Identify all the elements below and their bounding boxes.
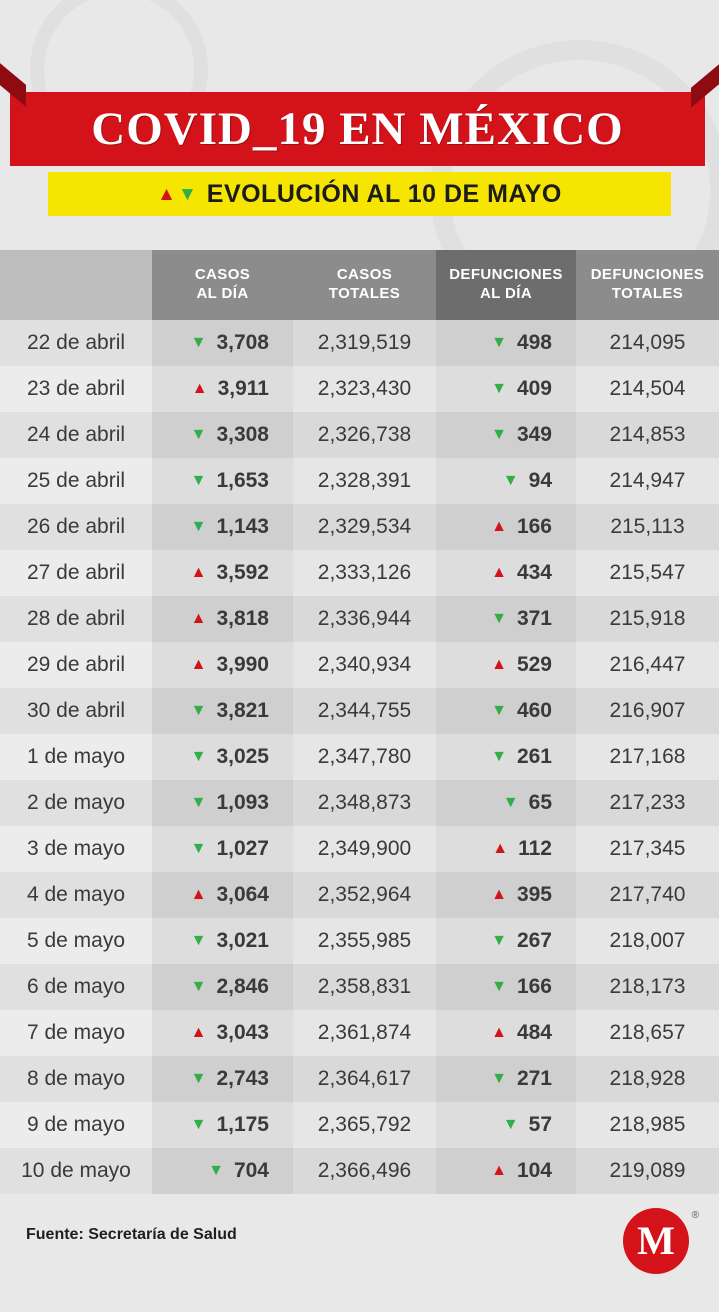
arrow-down-icon: ▼ (190, 747, 207, 765)
cell-deaths-day-value: 267 (516, 928, 552, 952)
cell-cases-day (152, 458, 293, 504)
arrow-down-icon: ▼ (208, 1161, 224, 1179)
cell-deaths-day (436, 642, 576, 688)
cell-cases-day (152, 734, 293, 780)
cell-deaths-day-content (436, 331, 576, 355)
cell-deaths-day-content (436, 883, 576, 907)
cell-date: 3 de mayo (0, 826, 152, 872)
column-header-line2: AL DÍA (196, 284, 249, 302)
cell-date: 5 de mayo (0, 918, 152, 964)
arrow-down-icon: ▼ (190, 517, 207, 535)
table-row (0, 872, 719, 918)
cell-cases-day-value: 2,846 (216, 974, 269, 998)
cell-cases-total: 2,365,792 (293, 1102, 436, 1148)
cell-deaths-day-value: 166 (516, 974, 552, 998)
cell-deaths-day-value: 498 (516, 330, 552, 354)
cell-date: 27 de abril (0, 550, 152, 596)
cell-deaths-day-content (436, 791, 576, 815)
cell-date: 26 de abril (0, 504, 152, 550)
arrow-down-icon: ▼ (190, 931, 207, 949)
cell-cases-total: 2,361,874 (293, 1010, 436, 1056)
cell-cases-day-content (152, 561, 293, 585)
cell-cases-total: 2,348,873 (293, 780, 436, 826)
cell-deaths-day (436, 688, 576, 734)
cell-date: 2 de mayo (0, 780, 152, 826)
cell-cases-day-content (152, 1159, 293, 1183)
cell-deaths-day (436, 826, 576, 872)
cell-deaths-total: 214,947 (576, 458, 719, 504)
cell-cases-day (152, 918, 293, 964)
cell-deaths-day-value: 434 (516, 560, 552, 584)
header (0, 0, 719, 216)
arrow-up-icon: ▲ (190, 609, 207, 627)
cell-cases-total: 2,319,519 (293, 320, 436, 366)
table-row (0, 1010, 719, 1056)
cell-deaths-day-content (436, 423, 576, 447)
arrow-up-icon: ▲ (190, 1023, 207, 1041)
cell-cases-day-content (152, 1021, 293, 1045)
cell-deaths-day (436, 918, 576, 964)
cell-deaths-total: 217,168 (576, 734, 719, 780)
cell-deaths-day-value: 94 (528, 468, 552, 492)
cell-cases-total: 2,326,738 (293, 412, 436, 458)
cell-cases-day-value: 2,743 (216, 1066, 269, 1090)
cell-deaths-day-value: 349 (516, 422, 552, 446)
cell-deaths-day-content (436, 837, 576, 861)
cell-deaths-day-content (436, 607, 576, 631)
cell-cases-total: 2,333,126 (293, 550, 436, 596)
cell-cases-day-value: 3,043 (216, 1020, 269, 1044)
cell-cases-day (152, 1010, 293, 1056)
cell-cases-day-content (152, 791, 293, 815)
title-banner (10, 92, 705, 166)
cell-deaths-total: 214,504 (576, 366, 719, 412)
covid-data-table (0, 250, 719, 1194)
arrow-down-icon: ▼ (177, 183, 197, 205)
arrow-up-icon: ▲ (491, 517, 507, 535)
cell-cases-day (152, 504, 293, 550)
cell-deaths-day-value: 112 (518, 836, 552, 860)
cell-cases-day-value: 1,027 (216, 836, 269, 860)
cell-cases-day-value: 3,990 (216, 652, 269, 676)
cell-cases-day-content (152, 1113, 293, 1137)
arrow-down-icon: ▼ (491, 747, 507, 765)
arrow-down-icon: ▼ (491, 609, 507, 627)
arrow-up-icon: ▲ (190, 885, 207, 903)
arrow-up-icon: ▲ (491, 1023, 507, 1041)
cell-date: 9 de mayo (0, 1102, 152, 1148)
arrow-up-icon: ▲ (491, 885, 507, 903)
cell-cases-day-value: 3,021 (216, 928, 269, 952)
cell-deaths-day (436, 458, 576, 504)
arrow-down-icon: ▼ (502, 471, 519, 489)
cell-date: 25 de abril (0, 458, 152, 504)
cell-deaths-day-value: 166 (516, 514, 552, 538)
cell-cases-day-value: 3,911 (217, 376, 269, 400)
cell-deaths-day-content (436, 1159, 576, 1183)
cell-deaths-day-content (436, 975, 576, 999)
column-header-deaths-day (436, 250, 576, 320)
cell-deaths-day-content (436, 929, 576, 953)
cell-deaths-day-content (436, 1067, 576, 1091)
cell-deaths-day-value: 261 (516, 744, 552, 768)
cell-cases-day (152, 872, 293, 918)
cell-date: 30 de abril (0, 688, 152, 734)
cell-cases-day-content (152, 745, 293, 769)
cell-cases-day (152, 412, 293, 458)
cell-deaths-day (436, 412, 576, 458)
cell-deaths-day (436, 504, 576, 550)
cell-cases-day-content (152, 423, 293, 447)
cell-cases-day (152, 688, 293, 734)
arrow-down-icon: ▼ (502, 793, 519, 811)
cell-deaths-day-content (436, 515, 576, 539)
trend-arrows-icon (157, 185, 197, 204)
cell-deaths-total: 217,345 (576, 826, 719, 872)
cell-deaths-total: 216,907 (576, 688, 719, 734)
arrow-down-icon: ▼ (190, 839, 207, 857)
cell-deaths-day (436, 964, 576, 1010)
cell-deaths-day (436, 734, 576, 780)
table-body (0, 320, 719, 1194)
column-header-cases-total (293, 250, 436, 320)
cell-deaths-total: 217,233 (576, 780, 719, 826)
table-row (0, 918, 719, 964)
cell-cases-total: 2,349,900 (293, 826, 436, 872)
cell-deaths-total: 218,173 (576, 964, 719, 1010)
cell-deaths-day (436, 780, 576, 826)
cell-cases-day-content (152, 837, 293, 861)
cell-cases-day-value: 3,818 (216, 606, 269, 630)
arrow-down-icon: ▼ (190, 425, 207, 443)
cell-deaths-day (436, 320, 576, 366)
cell-cases-total: 2,358,831 (293, 964, 436, 1010)
column-header-line2: AL DÍA (479, 284, 533, 302)
cell-deaths-day-value: 460 (516, 698, 552, 722)
registered-mark: ® (691, 1209, 699, 1221)
cell-deaths-day-content (436, 653, 576, 677)
cell-cases-total: 2,352,964 (293, 872, 436, 918)
cell-deaths-total: 214,095 (576, 320, 719, 366)
cell-cases-total: 2,336,944 (293, 596, 436, 642)
cell-deaths-day (436, 596, 576, 642)
cell-date: 10 de mayo (0, 1148, 152, 1194)
table-row (0, 688, 719, 734)
cell-cases-day-value: 1,653 (216, 468, 269, 492)
page-title: COVID_19 EN MÉXICO (91, 103, 624, 155)
cell-deaths-day-content (436, 699, 576, 723)
arrow-down-icon: ▼ (190, 701, 207, 719)
cell-cases-day-value: 3,308 (216, 422, 269, 446)
cell-cases-day-value: 3,592 (216, 560, 269, 584)
arrow-down-icon: ▼ (491, 425, 507, 443)
arrow-up-icon: ▲ (191, 379, 208, 397)
cell-deaths-day-content (436, 561, 576, 585)
arrow-down-icon: ▼ (190, 471, 207, 489)
milenio-logo (623, 1208, 689, 1274)
arrow-up-icon: ▲ (491, 563, 507, 581)
cell-deaths-day-value: 57 (528, 1112, 552, 1136)
column-header-deaths-total (576, 250, 719, 320)
table-row (0, 320, 719, 366)
table-row (0, 458, 719, 504)
arrow-up-icon: ▲ (492, 839, 509, 857)
cell-date: 28 de abril (0, 596, 152, 642)
cell-deaths-day-value: 395 (516, 882, 552, 906)
cell-deaths-day (436, 1056, 576, 1102)
table-row (0, 366, 719, 412)
column-header-line1: CASOS (336, 266, 393, 283)
arrow-down-icon: ▼ (491, 931, 507, 949)
cell-deaths-day-content (436, 1113, 576, 1137)
table-row (0, 734, 719, 780)
arrow-down-icon: ▼ (491, 1069, 507, 1087)
table-row (0, 412, 719, 458)
cell-deaths-day (436, 1148, 576, 1194)
cell-deaths-total: 218,928 (576, 1056, 719, 1102)
cell-cases-day-value: 3,821 (216, 698, 269, 722)
cell-date: 22 de abril (0, 320, 152, 366)
cell-cases-day-content (152, 1067, 293, 1091)
cell-cases-total: 2,366,496 (293, 1148, 436, 1194)
page-subtitle: EVOLUCIÓN AL 10 DE MAYO (206, 179, 562, 208)
cell-cases-total: 2,340,934 (293, 642, 436, 688)
cell-deaths-day-content (436, 1021, 576, 1045)
column-header-line1: DEFUNCIONES (590, 266, 705, 283)
arrow-up-icon: ▲ (190, 655, 207, 673)
table-row (0, 504, 719, 550)
table-row (0, 1056, 719, 1102)
cell-cases-day-content (152, 607, 293, 631)
cell-deaths-day (436, 1102, 576, 1148)
arrow-down-icon: ▼ (190, 1069, 207, 1087)
arrow-down-icon: ▼ (190, 793, 207, 811)
source-label: Fuente: Secretaría de Salud (26, 1225, 237, 1243)
cell-cases-day (152, 596, 293, 642)
cell-cases-day-content (152, 653, 293, 677)
cell-cases-day-value: 1,175 (216, 1112, 269, 1136)
cell-cases-day-value: 1,143 (216, 514, 269, 538)
table-row (0, 642, 719, 688)
logo-letter: M (637, 1218, 675, 1263)
subtitle-banner (48, 172, 671, 216)
table-header (0, 250, 719, 320)
cell-cases-day-content (152, 377, 293, 401)
cell-date: 29 de abril (0, 642, 152, 688)
cell-cases-day (152, 826, 293, 872)
table-row (0, 550, 719, 596)
cell-deaths-day (436, 550, 576, 596)
cell-cases-total: 2,355,985 (293, 918, 436, 964)
cell-deaths-total: 215,918 (576, 596, 719, 642)
arrow-down-icon: ▼ (190, 333, 207, 351)
arrow-up-icon: ▲ (491, 1161, 507, 1179)
cell-date: 1 de mayo (0, 734, 152, 780)
cell-cases-day (152, 642, 293, 688)
arrow-down-icon: ▼ (502, 1115, 519, 1133)
cell-deaths-day (436, 872, 576, 918)
cell-deaths-total: 216,447 (576, 642, 719, 688)
cell-deaths-day-content (436, 377, 576, 401)
table-row (0, 1148, 719, 1194)
cell-deaths-total: 218,985 (576, 1102, 719, 1148)
column-header-line2: TOTALES (611, 284, 684, 302)
column-header-line1: CASOS (194, 266, 251, 283)
cell-cases-day-content (152, 883, 293, 907)
cell-cases-day (152, 1056, 293, 1102)
cell-date: 7 de mayo (0, 1010, 152, 1056)
arrow-down-icon: ▼ (491, 701, 507, 719)
cell-cases-total: 2,328,391 (293, 458, 436, 504)
cell-cases-day-content (152, 975, 293, 999)
cell-deaths-day-value: 271 (516, 1066, 552, 1090)
cell-cases-day (152, 320, 293, 366)
cell-cases-total: 2,323,430 (293, 366, 436, 412)
cell-date: 8 de mayo (0, 1056, 152, 1102)
column-header-cases-day (152, 250, 293, 320)
cell-cases-total: 2,344,755 (293, 688, 436, 734)
table-row (0, 826, 719, 872)
cell-cases-day-value: 1,093 (216, 790, 269, 814)
cell-deaths-total: 214,853 (576, 412, 719, 458)
arrow-down-icon: ▼ (491, 379, 507, 397)
cell-deaths-day-content (436, 745, 576, 769)
cell-date: 6 de mayo (0, 964, 152, 1010)
cell-cases-day-value: 3,708 (216, 330, 269, 354)
column-header-blank (0, 250, 152, 320)
arrow-down-icon: ▼ (491, 333, 507, 351)
arrow-down-icon: ▼ (190, 1115, 207, 1133)
column-header-line2: TOTALES (328, 284, 401, 302)
cell-cases-day (152, 1148, 293, 1194)
cell-deaths-total: 219,089 (576, 1148, 719, 1194)
cell-cases-day-content (152, 699, 293, 723)
arrow-up-icon: ▲ (190, 563, 207, 581)
cell-deaths-day-value: 104 (516, 1158, 552, 1182)
cell-date: 24 de abril (0, 412, 152, 458)
cell-deaths-total: 218,007 (576, 918, 719, 964)
cell-deaths-total: 215,113 (576, 504, 719, 550)
footer (0, 1194, 719, 1312)
cell-cases-total: 2,347,780 (293, 734, 436, 780)
cell-date: 4 de mayo (0, 872, 152, 918)
table-row (0, 596, 719, 642)
arrow-down-icon: ▼ (190, 977, 207, 995)
column-header-line1: DEFUNCIONES (449, 266, 563, 283)
cell-cases-day-content (152, 469, 293, 493)
cell-deaths-total: 217,740 (576, 872, 719, 918)
cell-cases-day-content (152, 515, 293, 539)
arrow-up-icon: ▲ (157, 183, 176, 205)
cell-cases-day-content (152, 331, 293, 355)
cell-deaths-day (436, 366, 576, 412)
cell-cases-day-value: 3,025 (216, 744, 269, 768)
cell-cases-day (152, 550, 293, 596)
cell-cases-day (152, 366, 293, 412)
cell-deaths-day-value: 371 (516, 606, 552, 630)
table-row (0, 1102, 719, 1148)
cell-cases-day-value: 3,064 (216, 882, 269, 906)
arrow-up-icon: ▲ (491, 655, 507, 673)
cell-cases-day (152, 1102, 293, 1148)
cell-deaths-total: 218,657 (576, 1010, 719, 1056)
cell-deaths-day-value: 409 (516, 376, 552, 400)
cell-deaths-day-value: 529 (516, 652, 552, 676)
cell-cases-day (152, 780, 293, 826)
cell-deaths-total: 215,547 (576, 550, 719, 596)
cell-deaths-day-content (436, 469, 576, 493)
arrow-down-icon: ▼ (491, 977, 507, 995)
cell-cases-day-content (152, 929, 293, 953)
cell-date: 23 de abril (0, 366, 152, 412)
cell-deaths-day (436, 1010, 576, 1056)
cell-cases-total: 2,364,617 (293, 1056, 436, 1102)
cell-deaths-day-value: 484 (516, 1020, 552, 1044)
table-row (0, 780, 719, 826)
cell-deaths-day-value: 65 (528, 790, 552, 814)
cell-cases-total: 2,329,534 (293, 504, 436, 550)
table-row (0, 964, 719, 1010)
cell-cases-day (152, 964, 293, 1010)
cell-cases-day-value: 704 (233, 1158, 269, 1182)
